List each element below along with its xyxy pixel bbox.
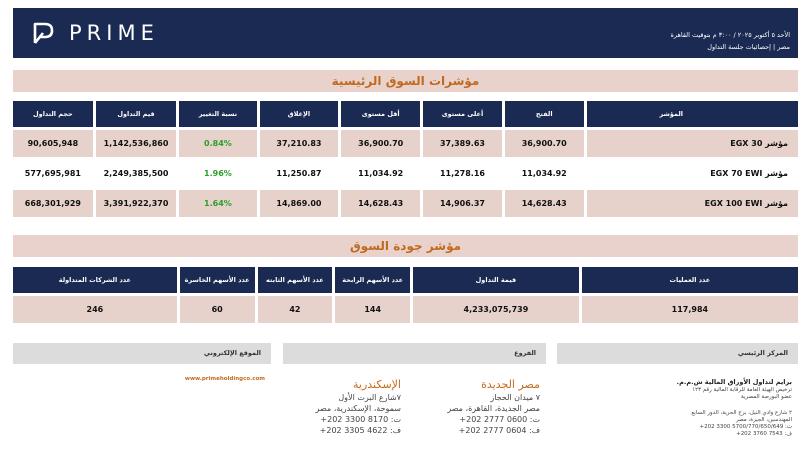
branch-phone: ت: 8170 3300 202+ [320,415,401,424]
index-name: مؤشر EGX 100 EWI [587,190,798,217]
report-subtitle: مصر | إحصائيات جلسة التداول [707,43,790,51]
high-value: 37,389.63 [423,130,502,157]
close-value: 11,250.87 [260,160,339,187]
high-value: 11,278.16 [423,160,502,187]
quality-header-row [13,267,798,293]
col-value: قيم التداول [96,101,176,127]
report-date: الأحد ٥ أكتوبر ٢٠٢٥ / ٣:٠٠ م بتوقيت القاهرة [670,31,790,39]
branch-address: ٧شارع البرت الأول [338,393,401,402]
col-unchanged: عدد الأسهم الثابته [258,267,333,293]
branch-fax: ف: 4622 3305 202+ [319,426,401,435]
col-gainers: عدد الأسهم الرابحة [335,267,410,293]
hq-phone: ت: 5700/770/650/649 3300 202+ [699,424,792,430]
branches-label: الفروع [283,343,546,364]
high-value: 14,906.37 [423,190,502,217]
change-value: 0.84% [179,130,256,157]
indices-table [10,98,801,220]
branch-address: مصر الجديدة، القاهرة، مصر [447,404,540,413]
gainers-value: 144 [335,296,410,323]
close-value: 14,869.00 [260,190,339,217]
header-info [670,29,790,53]
hq-label: المركز الرئيسي [557,343,798,364]
prime-logo-icon [33,21,55,45]
open-value: 14,628.43 [505,190,584,217]
indices-title: مؤشرات السوق الرئيسية [13,70,798,92]
trade-volume: 668,301,929 [13,190,93,217]
logo [33,18,159,48]
hq-fax: ف: 7543 3760 202+ [736,431,792,437]
col-change: نسبة التغيير [179,101,256,127]
col-index: المؤشر [587,101,798,127]
traded-companies-value: 246 [13,296,177,323]
trade-value: 2,249,385,500 [96,160,176,187]
col-volume: حجم التداول [13,101,93,127]
unchanged-value: 42 [258,296,333,323]
index-name: مؤشر EGX 70 EWI [587,160,798,187]
change-value: 1.64% [179,190,256,217]
hq-street: ٢ شارع وادي النيل، برج الحرية، الدور السابع [691,410,792,416]
low-value: 11,034.92 [341,160,420,187]
website-link[interactable]: www.primeholdingco.com [184,376,265,382]
membership-line: عضو البورصة المصرية [740,394,792,400]
col-close: الإغلاق [260,101,339,127]
change-value: 1.96% [179,160,256,187]
table-row [13,296,798,323]
open-value: 36,900.70 [505,130,584,157]
branch-phone: ت: 0600 2777 202+ [459,415,540,424]
hq-city: المهندسين، الجيزة، مصر [735,417,792,423]
trade-value: 3,391,922,370 [96,190,176,217]
company-name: برايم لتداول الأوراق المالية ش.م.م. [676,378,792,386]
trade-value: 1,142,536,860 [96,130,176,157]
branch-name: الإسكندرية [353,378,401,391]
logo-text: PRIME [69,21,159,45]
transactions-value: 117,984 [582,296,798,323]
branch-name: مصر الجديدة [481,378,540,391]
indices-header-row [13,101,798,127]
hq-address [557,378,798,438]
quality-trade-value: 4,233,075,739 [413,296,579,323]
table-row [13,130,798,157]
trade-volume: 90,605,948 [13,130,93,157]
col-high: أعلى مستوى [423,101,502,127]
branch-fax: ف: 0604 2777 202+ [458,426,540,435]
table-row [13,160,798,187]
branch-alexandria [283,378,401,436]
col-low: أقل مستوى [341,101,420,127]
low-value: 36,900.70 [341,130,420,157]
col-traded-companies: عدد الشركات المتداولة [13,267,177,293]
col-open: الفتح [505,101,584,127]
table-row [13,190,798,217]
close-value: 37,210.83 [260,130,339,157]
branch-heliopolis [420,378,546,436]
website-label: الموقع الإلكتروني [13,343,271,364]
col-transactions: عدد العمليات [582,267,798,293]
header-banner [13,8,798,58]
low-value: 14,628.43 [341,190,420,217]
branch-address: ٧ ميدان الحجاز [490,393,540,402]
quality-title: مؤشر جودة السوق [13,235,798,257]
quality-table [10,264,801,326]
trade-volume: 577,695,981 [13,160,93,187]
col-losers: عدد الأسهم الخاسرة [180,267,255,293]
license-line: ترخيص الهيئة العامة للرقابة المالية رقم ١٢٣ [692,387,792,393]
open-value: 11,034.92 [505,160,584,187]
index-name: مؤشر EGX 30 [587,130,798,157]
col-trade-value: قيمة التداول [413,267,579,293]
branch-address: سموحة، الإسكندرية، مصر [315,404,401,413]
losers-value: 60 [180,296,255,323]
